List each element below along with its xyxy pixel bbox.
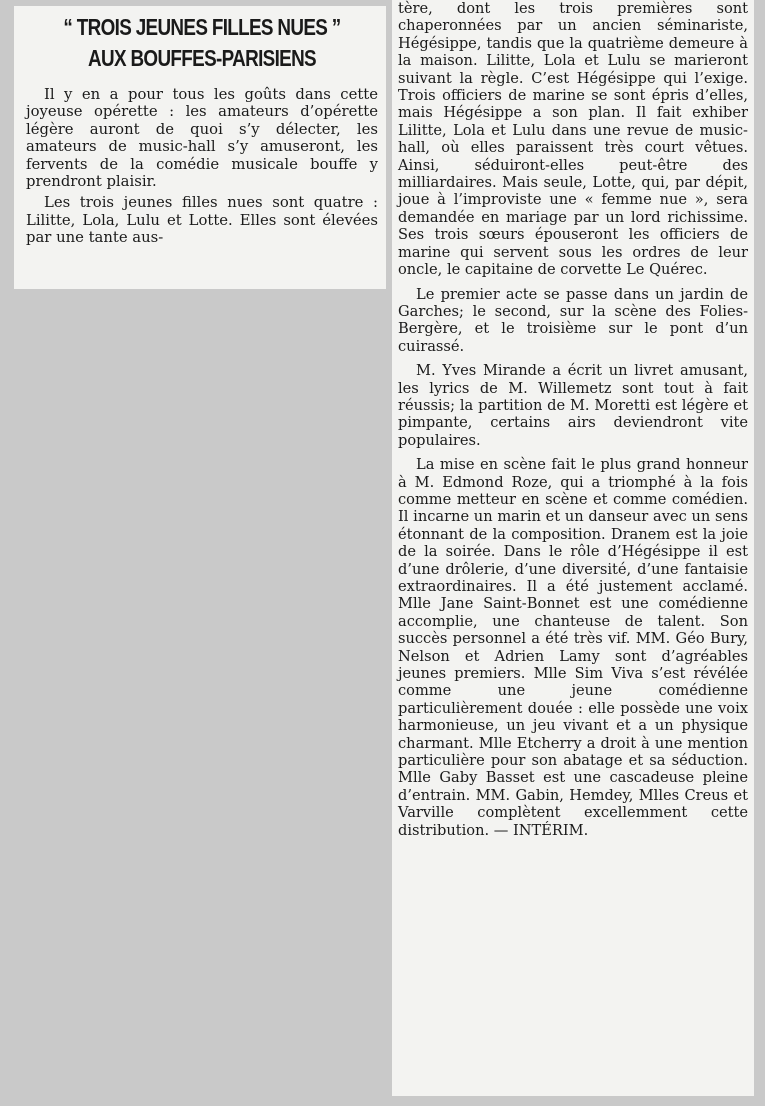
article-clipping-right [392,0,754,1096]
paragraph-plot-continued: tère, dont les trois premières sont chaperonnées par un ancien séminariste, Hégésippe, tandis que la quatrième demeure à la maison. Lilitte, Lola et Lulu se marieront suivant la règle. C’est Hégésippe qui l’exige. Trois officiers de marine se sont épris d’elles, mais Hégésippe a son plan. Il fait exhiber Lilitte, Lola et Lulu dans une revue de music-hall, où elles paraissent très court vêtues. Ainsi, séduiront-elles peut-être des milliardaires. Mais seule, Lotte, qui, par dépit, joue à l’improviste une « femme nue », sera demandée en mariage par un lord richissime. Ses trois sœurs épouseront les officiers de marine qui servent sous les ordres de leur oncle, le capitaine de corvette Le Quérec. [398,0,748,279]
paragraph-acts: Le premier acte se passe dans un jardin de Garches; le second, sur la scène des Folies-Bergère, et le troisième sur le pont d’un cuirassé. [398,285,748,355]
paragraph-authors: M. Yves Mirande a écrit un livret amusant, les lyrics de M. Willemetz sont tout à fait réussis; la partition de M. Moretti est légère et pimpante, certains airs deviendront vite populaires. [398,362,748,449]
headline-line-2: AUX BOUFFES-PARISIENS [88,45,316,71]
paragraph-plot-start: Les trois jeunes filles nues sont quatre : Lilitte, Lola, Lulu et Lotte. Elles sont élevées par une tante aus- [26,194,378,247]
article-headline [58,12,347,74]
article-clipping-left [14,6,386,289]
paragraph-cast: La mise en scène fait le plus grand honneur à M. Edmond Roze, qui a triomphé à la fois comme metteur en scène et comme comédien. Il incarne un marin et un danseur avec un sens étonnant de la composition. Dranem est la joie de la soirée. Dans le rôle d’Hégésippe il est d’une drôlerie, d’une diversité, d’une fantaisie extraordinaires. Il a été justement acclamé. Mlle Jane Saint-Bonnet est une comédienne accomplie, une chanteuse de talent. Son succès personnel a été très vif. MM. Géo Bury, Nelson et Adrien Lamy sont d’agréables jeunes premiers. Mlle Sim Viva s’est révélée comme une jeune comédienne particulièrement douée : elle possède une voix harmonieuse, un jeu vivant et a un physique charmant. Mlle Etcherry a droit à une mention particulière pour son abatage et sa séduction. Mlle Gaby Basset est une cascadeuse pleine d’entrain. MM. Gabin, Hemdey, Mlles Creus et Varville complètent excellemment cette distribution. — INTÉRIM. [398,456,748,839]
paragraph-intro: Il y en a pour tous les goûts dans cette joyeuse opérette : les amateurs d’opérette légère auront de quoi s’y délecter, les amateurs de music-hall s’y amuseront, les fervents de la comédie musicale bouffe y prendront plaisir. [26,86,378,191]
headline-line-1: “ TROIS JEUNES FILLES NUES ” [63,14,341,40]
